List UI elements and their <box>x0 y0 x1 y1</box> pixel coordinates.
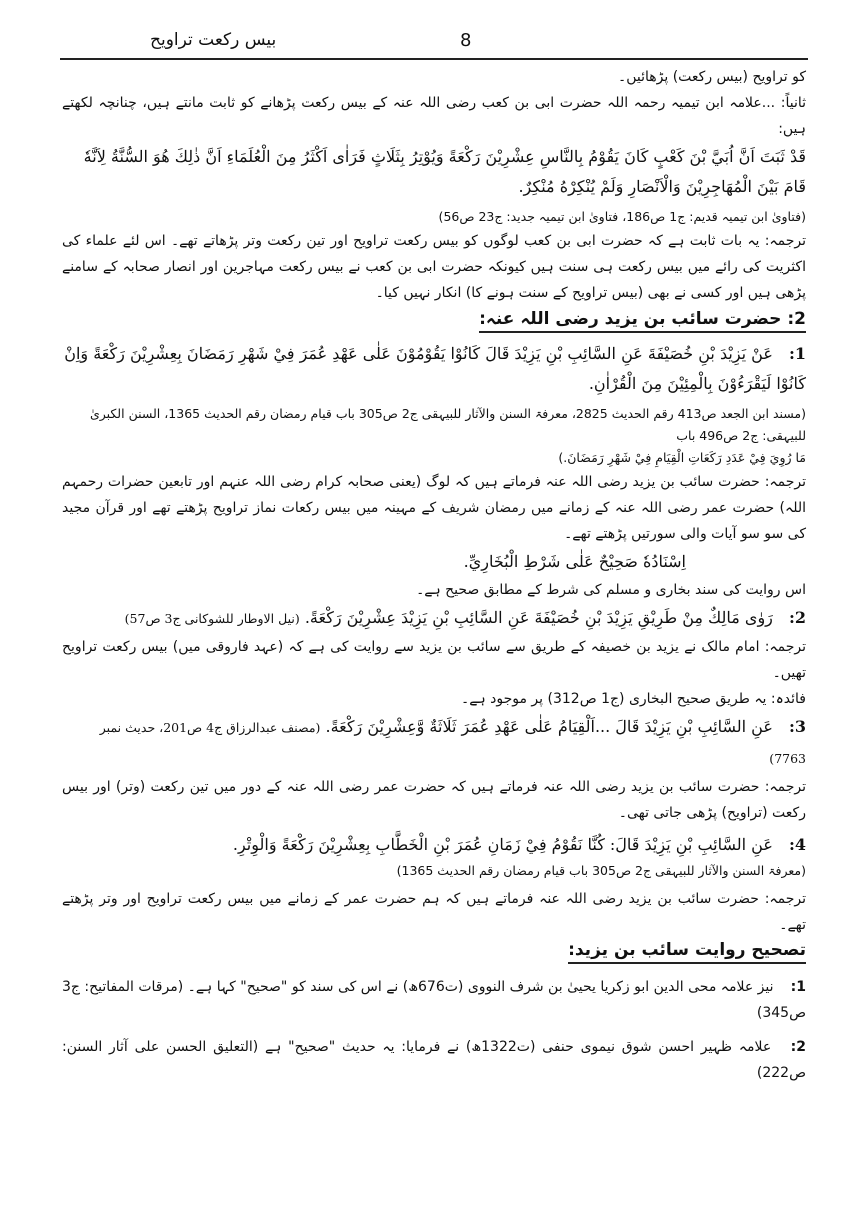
translation: ترجمہ: حضرت سائب بن یزید رضی اللہ عنہ فرماتے ہیں کہ لوگ (یعنی صحابہ کرام رضی اللہ عنہم اور تابعین حضرات رحمہم اللہ) حضرت عمر رضی اللہ عنہ کے زمانے میں رمضان شریف کے مہینہ میں بیس رکعات نماز تراویح پڑھتے تھے اور قرآن مجید کی سو سو آیات والی سورتیں پڑھتے تھے۔ <box>62 474 806 542</box>
arabic-quote: قَامَ بَيْنَ الْمُهَاجِرِيْنَ وَالْاَنْصَارِ وَلَمْ يُنْكِرْهُ مُنْكِرٌ. <box>518 177 806 196</box>
reference: (نیل الاوطار للشوکانی ج3 ص57) <box>124 611 300 626</box>
page-number: 8 <box>460 30 472 51</box>
header-rule <box>60 58 808 60</box>
item-number: 2: <box>790 1039 806 1055</box>
paragraph: ثانیاً: ...علامہ ابن تیمیہ رحمہ اللہ حضرت ابی بن کعب رضی اللہ عنہ کے بیس رکعت پڑھانے کو ثابت مانتے ہیں، چنانچہ لکھتے ہیں: <box>62 95 807 137</box>
hadith-number: 2: <box>788 608 806 627</box>
reference: (معرفۃ السنن والآثار للبیہقی ج2 ص305 باب قیام رمضان رقم الحدیث 1365) <box>396 863 806 878</box>
hadith-number: 3: <box>788 717 806 736</box>
hadith-text: رَوٰى مَالِكٌ مِنْ طَرِيْقِ يَزِيْدَ بْنِ خُصَيْفَةَ عَنِ السَّائِبِ بْنِ يَزِيْدَ عِشْرِيْنَ رَكْعَةً. <box>304 608 773 627</box>
hadith-arabic <box>62 339 806 399</box>
translation: ترجمہ: حضرت سائب بن یزید رضی اللہ عنہ فرماتے ہیں کہ ہم حضرت عمر کے زمانے میں بیس رکعت تراویح اور وتر پڑھتے تھے۔ <box>62 891 806 933</box>
hadith-arabic <box>62 830 806 860</box>
hadith-text: عَنِ السَّائِبِ بْنِ يَزِيْدَ قَالَ: كُنَّا نَقُوْمُ فِيْ زَمَانِ عُمَرَ بْنِ الْخَطَّابِ بِعِشْرِيْنَ رَكْعَةً وَالْوِتْرِ. <box>232 835 773 854</box>
arabic-quote: قَدْ ثَبَتَ اَنَّ اُبَيَّ بْنَ كَعْبٍ كَانَ يَقُوْمُ بِالنَّاسِ عِشْرِيْنَ رَكْعَةً وَيُوْتِرُ بِثَلَاثٍ فَرَاٰى اَكْثَرُ مِنَ الْعُلَمَاءِ اَنَّ ذٰلِكَ هُوَ السُّنَّةُ لِاَنَّهٗ <box>83 147 806 166</box>
hadith-text: عَنْ يَزِيْدَ بْنِ خُصَيْفَةَ عَنِ السَّائِبِ بْنِ يَزِيْدَ قَالَ كَانُوْا يَقُوْمُوْنَ عَلٰى عَهْدِ عُمَرَ فِيْ شَهْرِ رَمَضَانَ بِعِشْرِيْنَ رَكْعَةً وَاِنْ كَانُوْا لَيَقْرَءُوْنَ بِالْمِئِيْنَ مِنَ الْقُرْاٰنِ. <box>64 344 806 393</box>
item-text: علامہ ظہیر احسن شوق نیموی حنفی (ت1322ھ) نے فرمایا: یہ حدیث "صحیح" ہے (التعلیق الحسن علی آثار السنن: ص222) <box>62 1039 806 1081</box>
reference: (فتاویٰ ابن تیمیہ قدیم: ج1 ص186، فتاویٰ ابن تیمیہ جدید: ج23 ص56) <box>438 209 806 224</box>
item-number: 1: <box>790 979 806 995</box>
translation: ترجمہ: یہ بات ثابت ہے کہ حضرت ابی بن کعب لوگوں کو بیس رکعت تراویح اور تین رکعت وتر پڑھاتے تھے۔ اس لئے علماء کی اکثریت کی رائے میں بیس رکعت ہی سنت ہیں کیونکہ حضرت ابی بن کعب نے بیس رکعت مہاجرین اور انصار صحابہ کے سامنے پڑھی ہیں اور کسی نے بھی (بیس تراویح کے سنت ہونے کا) انکار نہیں کیا۔ <box>62 233 806 301</box>
section-heading: تصحیح روایت سائب بن یزید: <box>568 940 806 964</box>
translation: ترجمہ: حضرت سائب بن یزید رضی اللہ عنہ فرماتے ہیں کہ حضرت عمر رضی اللہ عنہ کے دور میں تین رکعت (وتر) اور بیس رکعت (تراویح) پڑھی جاتی تھی۔ <box>62 779 806 821</box>
reference: (مسند ابن الجعد ص413 رقم الحدیث 2825، معرفۃ السنن والآثار للبیہقی ج2 ص305 باب قیام رمضان رقم الحدیث 1365، السنن الکبریٰ للبیہقی: ج2 ص496 باب <box>89 406 806 443</box>
page-content <box>62 64 806 1188</box>
running-title: بیس رکعت تراویح <box>150 30 277 50</box>
paragraph: کو تراویح (بیس رکعت) پڑھائیں۔ <box>618 69 806 85</box>
paragraph: اس روایت کی سند بخاری و مسلم کی شرط کے مطابق صحیح ہے۔ <box>416 582 806 598</box>
isnad-note: اِسْنَادُهٗ صَحِيْحٌ عَلٰى شَرْطِ الْبُخَارِيِّ. <box>463 552 686 571</box>
section-heading: 2: حضرت سائب بن یزید رضی اللہ عنہ: <box>479 308 806 333</box>
hadith-number: 1: <box>788 344 806 363</box>
list-item <box>62 1034 806 1086</box>
list-item <box>62 974 806 1026</box>
faida-note: فائدہ: یہ طریق صحیح البخاری (ج1 ص312) پر موجود ہے۔ <box>461 691 806 707</box>
page-header <box>60 28 808 58</box>
reference: مَا رُوِيَ فِيْ عَدَدِ رَكَعَاتِ الْقِيَامِ فِيْ شَهْرِ رَمَضَانَ.) <box>558 450 806 465</box>
translation: ترجمہ: امام مالک نے یزید بن خصیفہ کے طریق سے سائب بن یزید سے روایت کی ہے کہ (عہد فاروقی میں) بیس رکعت تراویح تھیں۔ <box>62 639 806 681</box>
hadith-text: عَنِ السَّائِبِ بْنِ يَزِيْدَ قَالَ ...اَلْقِيَامُ عَلٰى عَهْدِ عُمَرَ ثَلَاثَةٌ وَّعِشْرِيْنَ رَكْعَةً. <box>325 717 773 736</box>
hadith-arabic <box>62 712 806 774</box>
hadith-arabic <box>62 603 806 634</box>
hadith-number: 4: <box>788 835 806 854</box>
item-text: نیز علامہ محی الدین ابو زکریا یحییٰ بن شرف النووی (ت676ھ) نے اس کی سند کو "صحیح" کہا ہے۔ (مرقات المفاتیح: ج3 ص345) <box>62 979 806 1021</box>
reference: (مصنف عبدالرزاق ج4 ص201، حدیث نمبر 7763) <box>99 720 806 766</box>
